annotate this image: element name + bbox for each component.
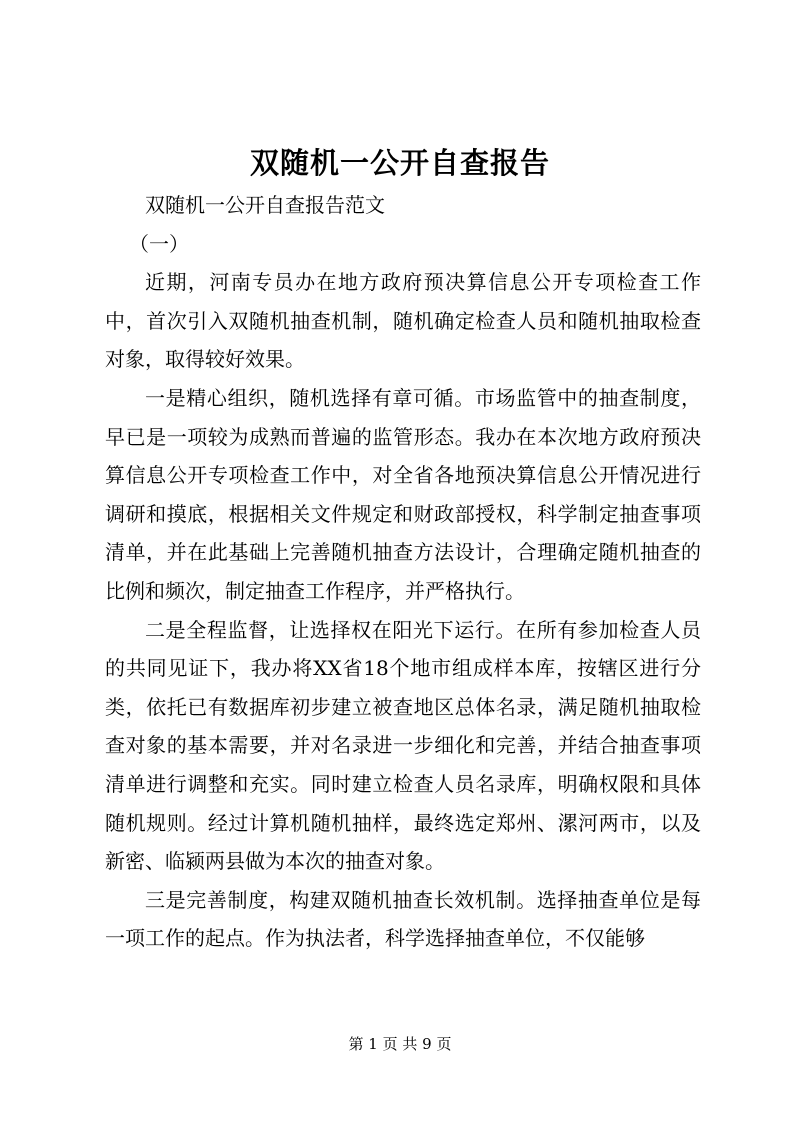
- paragraph: 近期，河南专员办在地方政府预决算信息公开专项检查工作中，首次引入双随机抽查机制，随机确定检查人员和随机抽取检查对象，取得较好效果。: [105, 270, 701, 372]
- paragraph: 三是完善制度，构建双随机抽查长效机制。选择抽查单位是每一项工作的起点。作为执法者，科学选择抽查单位，不仅能够: [105, 887, 701, 951]
- page-footer: 第 1 页 共 9 页: [348, 1035, 452, 1053]
- document-body: [105, 186, 701, 958]
- document-title: 双随机一公开自查报告: [249, 146, 550, 180]
- paragraph: 一是精心组织，随机选择有章可循。市场监管中的抽查制度，早已是一项较为成熟而普遍的监管形态。我办在本次地方政府预决算信息公开专项检查工作中，对全省各地预决算信息公开情况进行调研和摸底，根据相关文件规定和财政部授权，科学制定抽查事项清单，并在此基础上完善随机抽查方法设计，合理确定随机抽查的比例和频次，制定抽查工作程序，并严格执行。: [105, 385, 701, 603]
- section-marker: （一）: [129, 231, 189, 256]
- document-subtitle: 双随机一公开自查报告范文: [145, 193, 385, 217]
- paragraph: 二是全程监督，让选择权在阳光下运行。在所有参加检查人员的共同见证下，我办将XX省18个地市组成样本库，按辖区进行分类，依托已有数据库初步建立被查地区总体名录，满足随机抽取检查对象的基本需要，并对名录进一步细化和完善，并结合抽查事项清单进行调整和充实。同时建立检查人员名录库，明确权限和具体随机规则。经过计算机随机抽样，最终选定郑州、漯河两市，以及新密、临颍两县做为本次的抽查对象。: [105, 617, 701, 874]
